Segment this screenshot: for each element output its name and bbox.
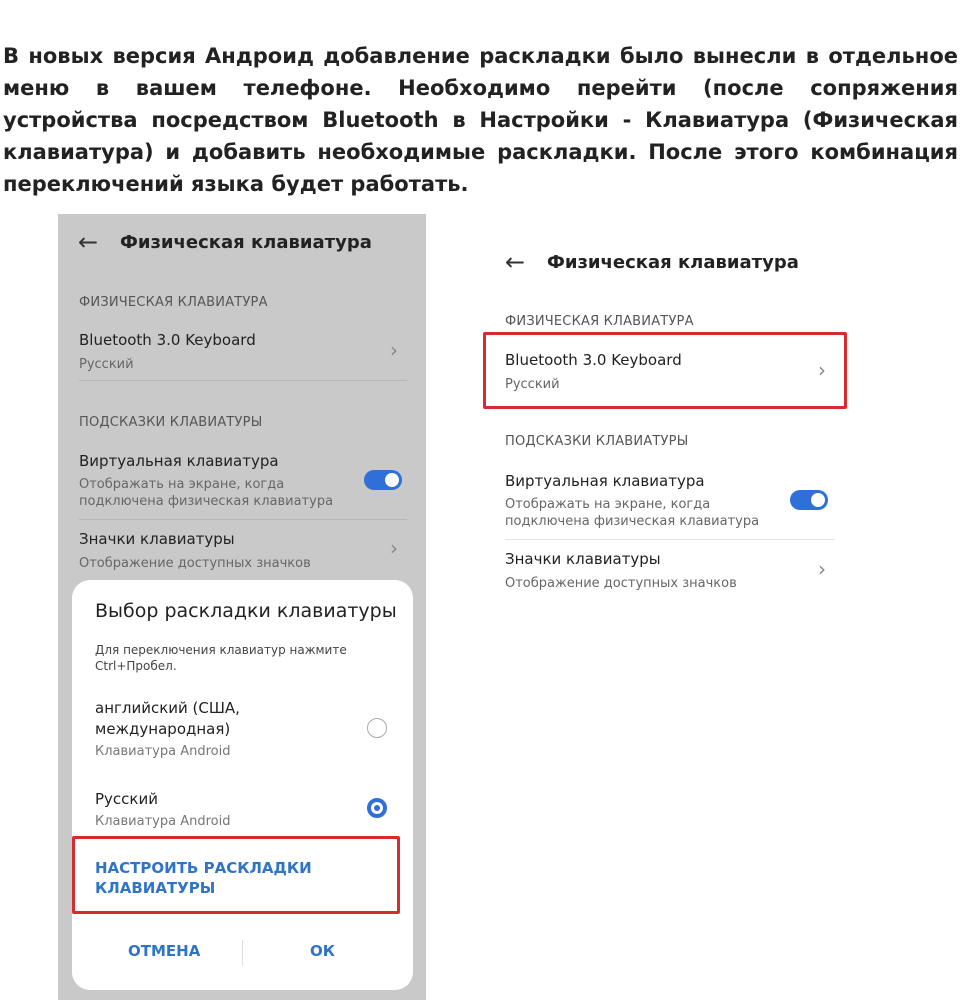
toggle-knob	[385, 473, 399, 487]
section-label-physical: ФИЗИЧЕСКАЯ КЛАВИАТУРА	[79, 295, 268, 310]
keyboard-icons-title: Значки клавиатуры	[79, 530, 235, 548]
section-label-hints: ПОДСКАЗКИ КЛАВИАТУРЫ	[79, 415, 263, 430]
settings-screen-dimmed	[58, 214, 426, 1000]
option-title: английский (США, международная)	[95, 699, 240, 738]
radio-selected[interactable]	[367, 798, 387, 818]
virtual-keyboard-title: Виртуальная клавиатура	[505, 472, 705, 490]
highlight-box	[483, 332, 847, 409]
dialog-title: Выбор раскладки клавиатуры	[95, 600, 397, 622]
virtual-keyboard-toggle[interactable]	[364, 470, 402, 490]
chevron-right-icon: ›	[818, 557, 826, 581]
highlight-box	[72, 836, 400, 914]
arrow-left-icon[interactable]: ←	[505, 248, 526, 276]
section-label-physical: ФИЗИЧЕСКАЯ КЛАВИАТУРА	[505, 314, 694, 329]
cancel-button[interactable]: ОТМЕНА	[128, 942, 201, 960]
configure-layouts-button[interactable]: НАСТРОИТЬ РАСКЛАДКИ КЛАВИАТУРЫ	[95, 858, 335, 898]
right-phone-screenshot	[480, 230, 850, 610]
chevron-right-icon: ›	[390, 338, 398, 362]
keyboard-item-sub: Русский	[79, 357, 134, 372]
keyboard-icons-sub: Отображение доступных значков	[79, 556, 311, 571]
virtual-keyboard-sub: Отображать на экране, когда подключена физическая клавиатура	[79, 477, 334, 509]
divider	[79, 519, 407, 520]
chevron-right-icon: ›	[818, 358, 826, 382]
button-separator	[242, 940, 243, 966]
screen-header	[505, 248, 799, 276]
screen-header	[78, 228, 372, 256]
keyboard-icons-title: Значки клавиатуры	[505, 550, 661, 568]
arrow-left-icon[interactable]: ←	[78, 228, 99, 256]
toggle-knob	[811, 493, 825, 507]
header-title: Физическая клавиатура	[547, 251, 799, 273]
instruction-paragraph: В новых версия Андроид добавление раскладки было вынесли в отдельное меню в вашем телефоне. Необходимо перейти (после сопряжения устройства посредством Bluetooth в Настройки - Клавиатура (Физическая клавиатура) и добавить необходимые раскладки. После этого комбинация переключений языка будет работать.	[3, 44, 958, 196]
option-title: Русский	[95, 790, 158, 808]
left-phone-screenshot	[58, 214, 426, 1000]
virtual-keyboard-sub: Отображать на экране, когда подключена физическая клавиатура	[505, 497, 760, 529]
option-sub: Клавиатура Android	[95, 814, 231, 829]
virtual-keyboard-title: Виртуальная клавиатура	[79, 452, 279, 470]
header-title: Физическая клавиатура	[120, 231, 372, 253]
divider	[79, 380, 407, 381]
keyboard-item-title: Bluetooth 3.0 Keyboard	[79, 331, 256, 349]
keyboard-icons-sub: Отображение доступных значков	[505, 576, 737, 591]
virtual-keyboard-toggle[interactable]	[790, 490, 828, 510]
keyboard-item-title: Bluetooth 3.0 Keyboard	[505, 351, 682, 369]
layout-selection-dialog	[72, 580, 413, 990]
chevron-right-icon: ›	[390, 536, 398, 560]
divider	[505, 539, 835, 540]
dialog-hint: Для переключения клавиатур нажмите Ctrl+Пробел.	[95, 643, 347, 673]
keyboard-item-sub: Русский	[505, 377, 560, 392]
section-label-hints: ПОДСКАЗКИ КЛАВИАТУРЫ	[505, 434, 689, 449]
option-sub: Клавиатура Android	[95, 744, 231, 759]
radio-unselected[interactable]	[367, 718, 387, 738]
ok-button[interactable]: ОК	[310, 942, 336, 960]
